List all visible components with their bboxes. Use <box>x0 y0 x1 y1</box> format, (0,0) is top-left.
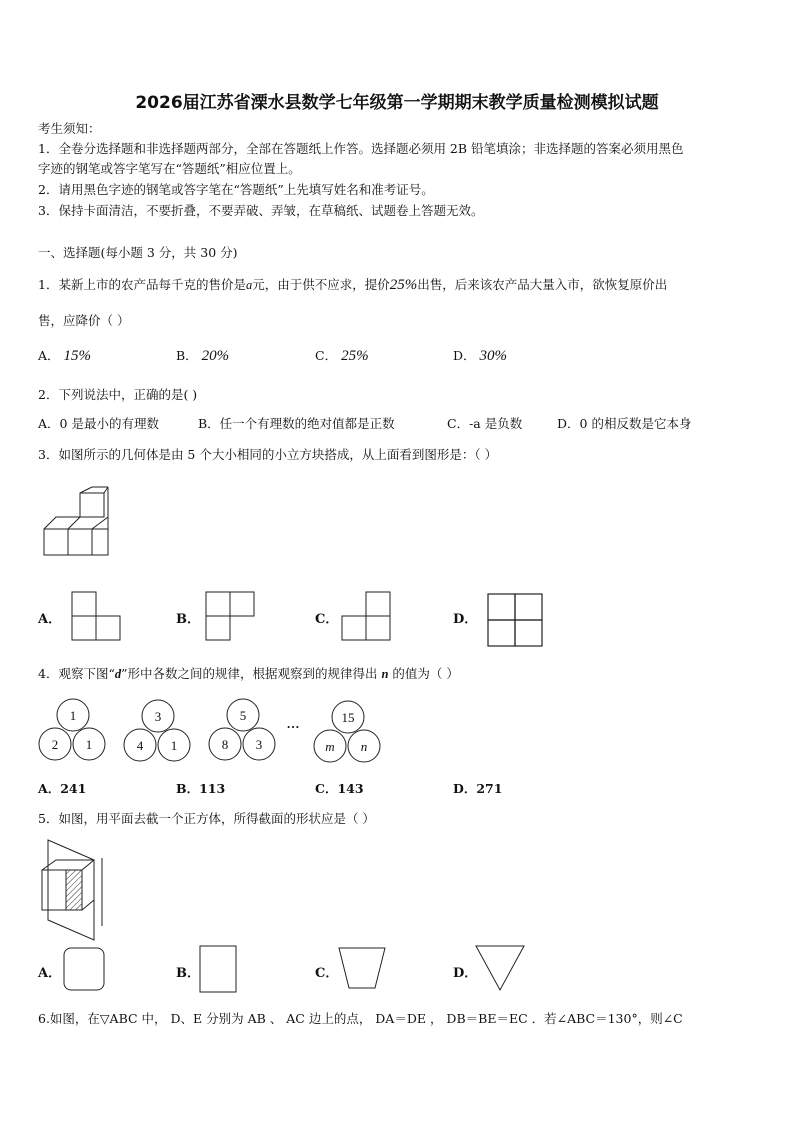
q4-g3-left: 8 <box>221 737 229 752</box>
q4-option-c[interactable]: C．143 <box>315 781 364 796</box>
q3-option-c-label[interactable]: C． <box>315 612 339 627</box>
notice-item-3: 3．保持卡面清洁，不要折叠，不要弄破、弄皱，在草稿纸、试题卷上答题无效。 <box>38 203 484 218</box>
q4-g1-left: 2 <box>51 737 59 752</box>
q4-option-b[interactable]: B．113 <box>176 781 226 796</box>
section-heading: 一、选择题(每小题 3 分，共 30 分) <box>38 245 238 260</box>
notice-item-1-cont: 字迹的钢笔或答字笔写在“答题纸”相应位置上。 <box>38 161 301 176</box>
q4-g1-top: 1 <box>69 708 77 723</box>
q3-option-c-figure <box>340 590 394 644</box>
page-title: 2026届江苏省溧水县数学七年级第一学期期末教学质量检测模拟试题 <box>135 93 659 113</box>
q5-cube-figure <box>36 836 106 944</box>
q1-stem-line1 <box>38 276 667 294</box>
q5-option-d-label[interactable]: D． <box>453 966 478 981</box>
q2-option-a[interactable]: A．0 是最小的有理数 <box>38 416 159 431</box>
q1-var-a: a <box>245 278 253 292</box>
q4-g3-top: 5 <box>239 708 247 723</box>
q2-stem: 2．下列说法中，正确的是( ) <box>38 387 198 402</box>
q2-option-b[interactable]: B．任一个有理数的绝对值都是正数 <box>198 416 395 431</box>
q1-option-a[interactable]: A． 15% <box>38 348 92 364</box>
notice-heading: 考生须知： <box>38 121 101 136</box>
q5-option-a-label[interactable]: A． <box>38 966 62 981</box>
q4-d-symbol: d <box>114 667 122 681</box>
q3-option-a-figure <box>70 590 124 644</box>
q1-option-c[interactable]: C． 25% <box>315 348 369 364</box>
q5-stem: 5．如图，用平面去截一个正方体，所得截面的形状应是（ ） <box>38 811 375 826</box>
q2-option-d[interactable]: D．0 的相反数是它本身 <box>557 416 692 431</box>
q4-stem: 4．观察下图“d”形中各数之间的规律，根据观察到的规律得出 n 的值为（ ） <box>38 666 459 681</box>
notice-item-1: 1．全卷分选择题和非选择题两部分，全部在答题纸上作答。选择题必须用 2B 铅笔填涂；非选择题的答案必须用黑色 <box>38 141 684 156</box>
q4-g2-left: 4 <box>136 738 144 753</box>
q4-option-a[interactable]: A．241 <box>38 781 87 796</box>
q3-stem: 3．如图所示的几何体是由 5 个大小相同的小立方块搭成，从上面看到图形是：（ ） <box>38 447 498 462</box>
q1-stem-part1: 1．某新上市的农产品每千克的售价是 <box>38 277 246 292</box>
q3-option-b-figure <box>204 590 258 644</box>
q5-option-b-label[interactable]: B． <box>176 966 200 981</box>
q1-stem-part3: 出售，后来该农产品大量入市，欲恢复原价出 <box>417 277 668 292</box>
q1-option-b[interactable]: B． 20% <box>176 348 230 364</box>
q5-option-c-label[interactable]: C． <box>315 966 339 981</box>
q2-option-c[interactable]: C．-a 是负数 <box>447 416 523 431</box>
q5-option-b-rectangle <box>198 944 238 994</box>
q5-option-a-rounded-square <box>62 946 106 994</box>
q4-g4-left: m <box>325 739 335 754</box>
q4-g1-right: 1 <box>85 737 93 752</box>
q4-g2-right: 1 <box>170 738 178 753</box>
q4-n-symbol: n <box>381 667 389 681</box>
q1-stem-part2: 元，由于供不应求，提价 <box>252 277 390 292</box>
notice-item-2: 2．请用黑色字迹的钢笔或答字笔在“答题纸”上先填写姓名和准考证号。 <box>38 182 434 197</box>
q4-g4-right: n <box>360 739 368 754</box>
q3-solid-figure <box>40 485 115 560</box>
q4-g4-top: 15 <box>341 710 355 725</box>
q3-option-a-label[interactable]: A． <box>38 612 62 627</box>
q3-option-d-figure <box>486 592 546 648</box>
q5-option-d-triangle <box>474 944 526 992</box>
q1-stem-line2: 售，应降价（ ） <box>38 313 130 328</box>
q4-ellipsis: … <box>286 716 300 731</box>
q3-option-d-label[interactable]: D． <box>453 612 478 627</box>
q6-stem: 6.如图，在▽ABC 中， D、E 分别为 AB 、 AC 边上的点， DA＝DE ， DB＝BE＝EC ．若∠ABC＝130°，则∠C <box>38 1011 683 1026</box>
q4-g2-top: 3 <box>154 709 162 724</box>
q4-circle-figure <box>34 698 394 766</box>
q3-option-b-label[interactable]: B． <box>176 612 200 627</box>
q4-g3-right: 3 <box>255 737 263 752</box>
q1-option-d[interactable]: D． 30% <box>453 348 508 364</box>
q5-option-c-trapezoid <box>337 946 387 990</box>
q4-option-d[interactable]: D．271 <box>453 781 503 796</box>
q1-percent: 25% <box>389 277 418 293</box>
